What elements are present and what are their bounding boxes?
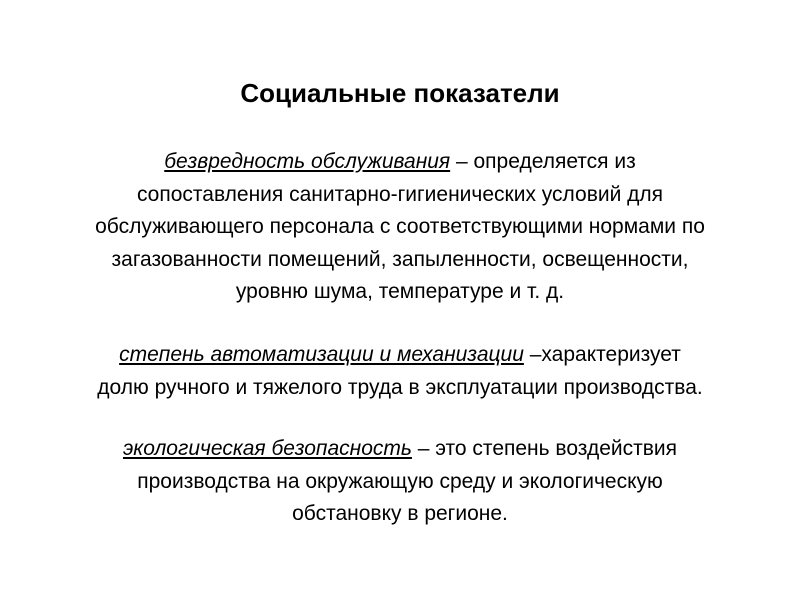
paragraph-line: обстановку в регионе. xyxy=(292,502,508,525)
paragraph-line: сопоставления санитарно-гигиенических условий для xyxy=(136,182,664,206)
paragraph-line: производства на окружающую среду и экологическую xyxy=(137,469,663,493)
paragraph-line: обслуживающего персонала с соответствующими нормами по xyxy=(95,215,705,238)
paragraph-harmlessness xyxy=(6,146,794,309)
paragraph-line: –характеризует xyxy=(523,343,681,366)
slide-title: Социальные показатели xyxy=(240,78,560,108)
paragraph-line: уровню шума, температуре и т. д. xyxy=(235,280,565,303)
paragraph-automation xyxy=(6,339,794,404)
paragraph-line: – это степень воздействия xyxy=(411,437,677,460)
paragraph-line: долю ручного и тяжелого труда в эксплуатации производства. xyxy=(97,375,703,399)
term-harmlessness: безвредность обслуживания xyxy=(164,150,451,173)
term-ecology: экологическая безопасность xyxy=(122,437,412,460)
paragraph-ecology xyxy=(6,433,794,531)
term-automation: степень автоматизации и механизации xyxy=(119,343,524,366)
paragraph-line: загазованности помещений, запыленности, освещенности, xyxy=(111,247,689,271)
paragraph-line: – определяется из xyxy=(450,150,636,173)
